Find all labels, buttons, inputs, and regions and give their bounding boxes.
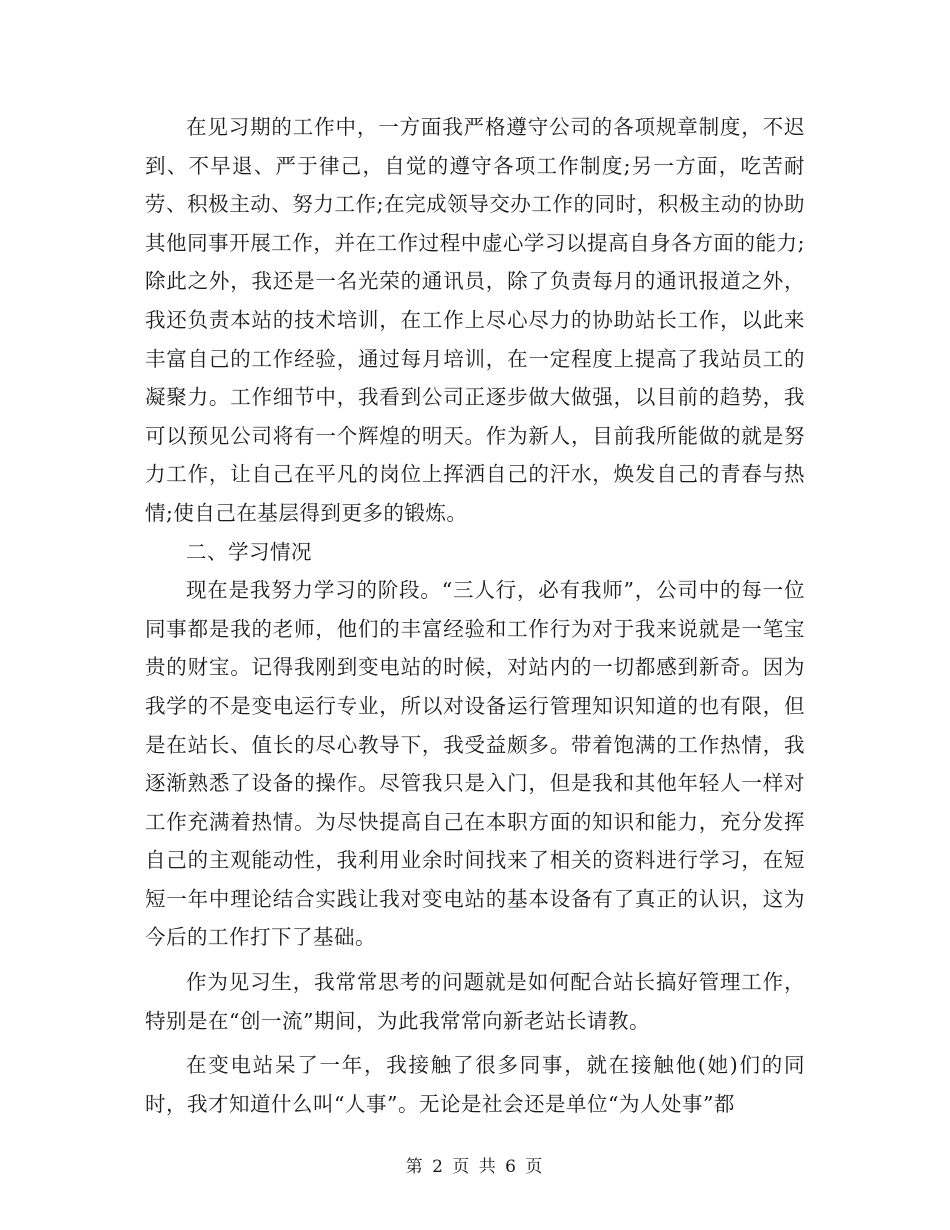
paragraph-study-situation: 现在是我努力学习的阶段。“三人行，必有我师”，公司中的每一位同事都是我的老师，他们的丰富经验和工作行为对于我来说就是一笔宝贵的财宝。记得我刚到变电站的时候，对站内的一切都感到新奇。因为我学的不是变电运行专业，所以对设备运行管理知识知道的也有限，但是在站长、值长的尽心教导下，我受益颇多。带着饱满的工作热情，我逐渐熟悉了设备的操作。尽管我只是入门，但是我和其他年轻人一样对工作充满着热情。为尽快提高自己在本职方面的知识和能力，充分发挥自己的主观能动性，我利用业余时间找来了相关的资料进行学习，在短短一年中理论结合实践让我对变电站的基本设备有了真正的认识，这为今后的工作打下了基础。	[145, 578, 805, 950]
section-heading-study: 二、学习情况	[186, 539, 312, 564]
page-number-footer: 第 2 页 共 6 页	[405, 1157, 545, 1177]
document-body	[145, 108, 805, 1123]
paragraph-personnel-matters: 在变电站呆了一年，我接触了很多同事，就在接触他(她)们的同时，我才知道什么叫“人事”。无论是社会还是单位“为人处事”都	[145, 1053, 805, 1116]
paragraph-work-performance: 在见习期的工作中，一方面我严格遵守公司的各项规章制度，不迟到、不早退、严于律己，自觉的遵守各项工作制度;另一方面，吃苦耐劳、积极主动、努力工作;在完成领导交办工作的同时，积极主动的协助其他同事开展工作，并在工作过程中虚心学习以提高自身各方面的能力;除此之外，我还是一名光荣的通讯员，除了负责每月的通讯报道之外，我还负责本站的技术培训，在工作上尽心尽力的协助站长工作，以此来丰富自己的工作经验，通过每月培训，在一定程度上提高了我站员工的凝聚力。工作细节中，我看到公司正逐步做大做强，以目前的趋势，我可以预见公司将有一个辉煌的明天。作为新人，目前我所能做的就是努力工作，让自己在平凡的岗位上挥洒自己的汗水，焕发自己的青春与热情;使自己在基层得到更多的锻炼。	[145, 115, 805, 525]
paragraph-trainee-reflection: 作为见习生，我常常思考的问题就是如何配合站长搞好管理工作，特别是在“创一流”期间，为此我常常向新老站长请教。	[145, 970, 805, 1033]
